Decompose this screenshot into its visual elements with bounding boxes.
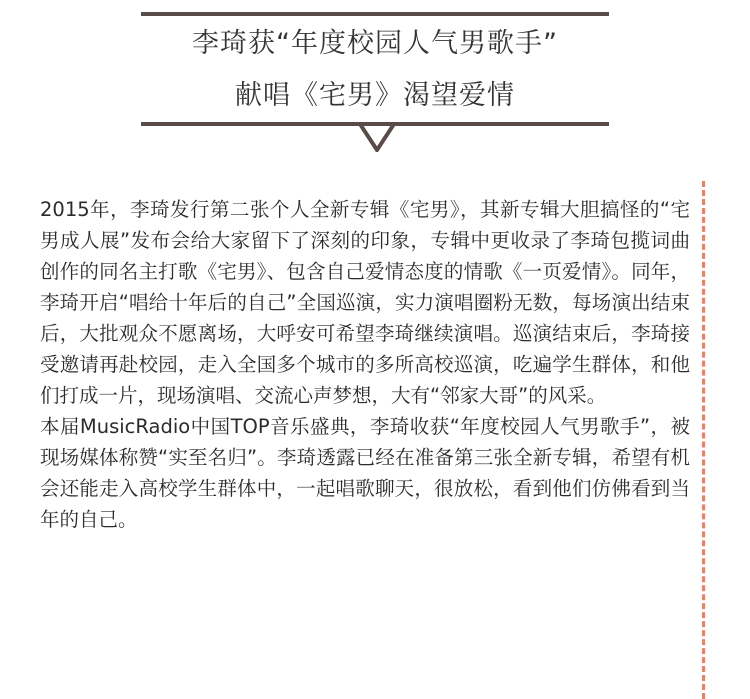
title-line-2: 献唱《宅男》渴望爱情 (235, 80, 515, 111)
title-banner (141, 12, 609, 126)
title-top-border (141, 12, 609, 16)
decorative-dashed-rule (702, 181, 705, 699)
article-body (40, 194, 690, 535)
article-paragraph-1: 2015年，李琦发行第二张个人全新专辑《宅男》，其新专辑大胆搞怪的“宅男成人展”发布会给大家留下了深刻的印象，专辑中更收录了李琦包揽词曲创作的同名主打歌《宅男》、包含自己爱情态度的情歌《一页爱情》。同年，李琦开启“唱给十年后的自己”全国巡演，实力演唱圈粉无数，每场演出结束后，大批观众不愿离场，大呼安可希望李琦继续演唱。巡演结束后，李琦接受邀请再赴校园，走入全国多个城市的多所高校巡演，吃遍学生群体，和他们打成一片，现场演唱、交流心声梦想，大有“邻家大哥”的风采。 (40, 198, 690, 407)
title-line-1: 李琦获“年度校园人气男歌手” (192, 28, 558, 59)
speech-bubble-tail (359, 122, 395, 152)
article-paragraph-2: 本届MusicRadio中国TOP音乐盛典，李琦收获“年度校园人气男歌手”，被现场媒体称赞“实至名归”。李琦透露已经在准备第三张全新专辑，希望有机会还能走入高校学生群体中，一起唱歌聊天，很放松，看到他们仿佛看到当年的自己。 (40, 415, 690, 531)
